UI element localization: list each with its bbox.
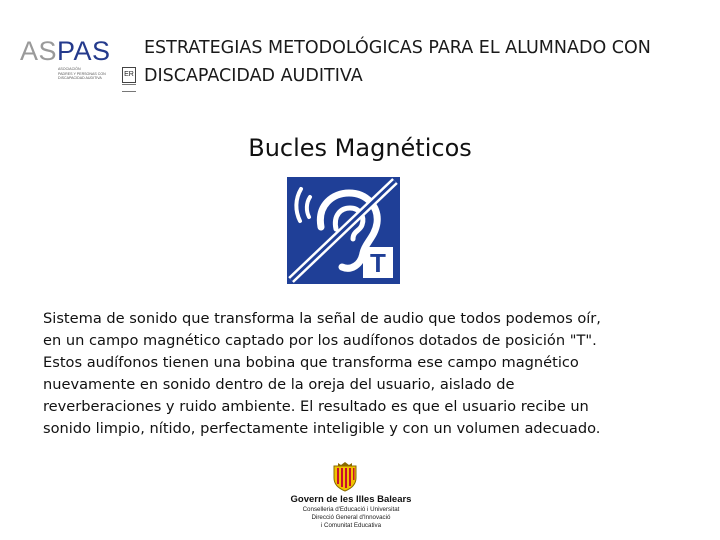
department-line: Direcció General d'Innovació: [311, 514, 391, 521]
t-letter: T: [370, 248, 386, 278]
coat-of-arms-icon: [332, 462, 358, 492]
logo-subtitle-line: ASOCIACIÓN: [58, 67, 81, 71]
logo-subtitle-line: PADRES Y PERSONAS CON: [58, 71, 106, 76]
government-name: Govern de les Illes Balears: [290, 494, 412, 505]
department-line: Conselleria d'Educació i Universitat: [302, 506, 400, 513]
aspas-logo: [18, 36, 136, 94]
certification-badge-underline: [122, 84, 136, 92]
aspas-logo-wordmark: [20, 36, 111, 66]
presentation-header-title: [144, 34, 720, 90]
body-line: Sistema de sonido que transforma la señal de audio que todos podemos oír,: [43, 310, 601, 327]
header-title-line: DISCAPACIDAD AUDITIVA: [144, 66, 363, 86]
logo-pas-text: PAS: [57, 36, 111, 66]
government-department: [276, 506, 426, 530]
certification-badge-icon: ER: [122, 67, 136, 83]
department-line: i Comunitat Educativa: [320, 522, 382, 529]
slide-title: Bucles Magnéticos: [248, 134, 472, 162]
government-logo: [276, 462, 426, 540]
body-line: sonido limpio, nítido, perfectamente inteligible y con un volumen adecuado.: [43, 420, 601, 437]
hearing-loop-ear-icon: [287, 177, 400, 284]
header-title-line: ESTRATEGIAS METODOLÓGICAS PARA EL ALUMNADO CON: [144, 38, 651, 58]
body-line: Estos audífonos tienen una bobina que transforma ese campo magnético: [43, 354, 579, 371]
body-line: reverberaciones y ruido ambiente. El resultado es que el usuario recibe un: [43, 398, 589, 415]
logo-as-text: AS: [20, 36, 58, 66]
aspas-logo-subtitle: [58, 67, 120, 81]
body-line: en un campo magnético captado por los audífonos dotados de posición "T".: [43, 332, 597, 349]
logo-subtitle-line: DISCAPACIDAD AUDITIVA: [58, 76, 102, 81]
body-line: nuevamente en sonido dentro de la oreja del usuario, aislado de: [43, 376, 515, 393]
slide-body-text: [43, 308, 713, 440]
